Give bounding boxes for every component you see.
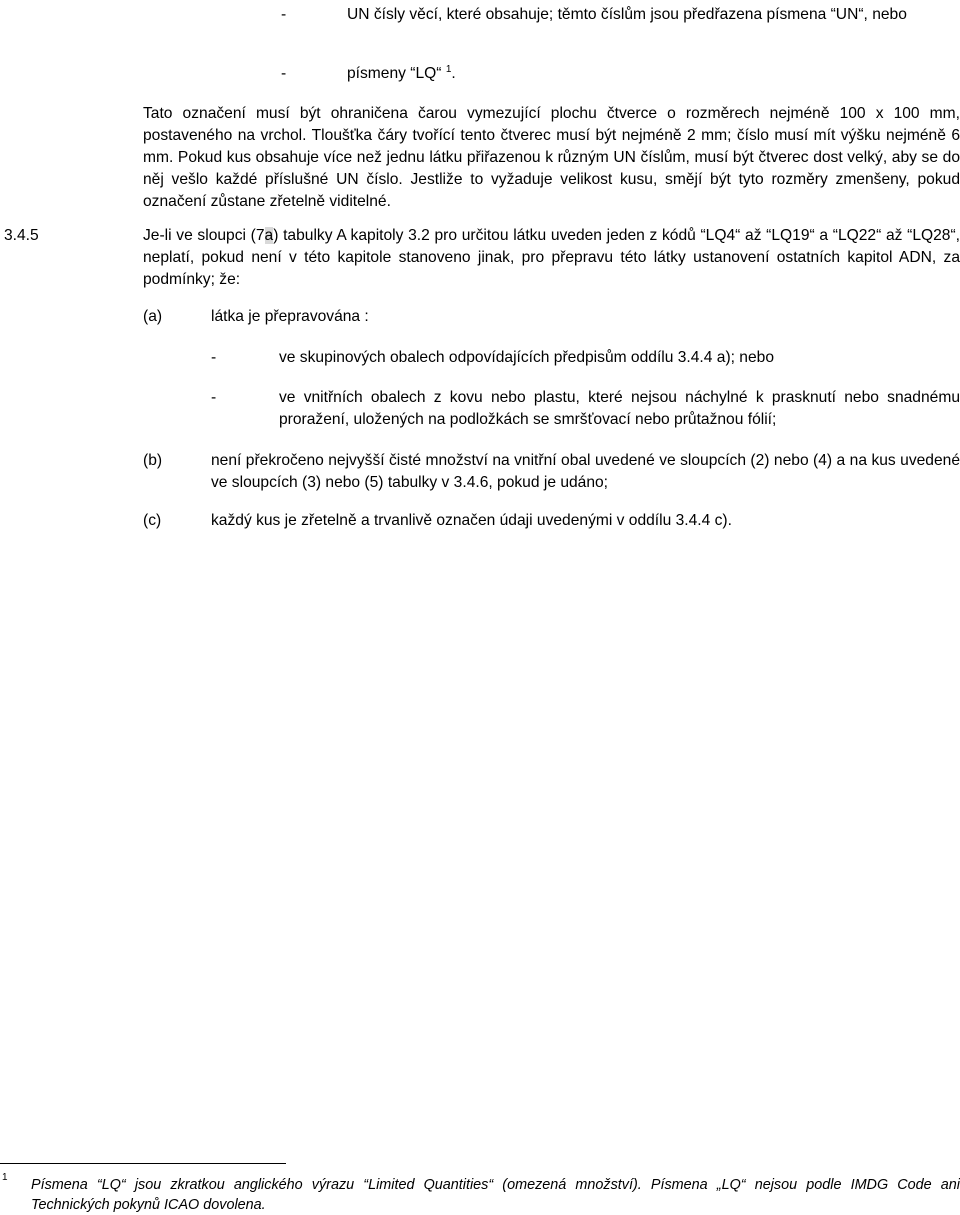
marking-paragraph: Tato označení musí být ohraničena čarou vymezující plochu čtverce o rozměrech nejméně 100 x 100 mm, postaveného na vrchol. Tloušťka čáry tvořící tento čtverec musí být nejméně 2 mm; číslo musí mít výšku nejméně 6 mm. Pokud kus obsahuje více než jednu látku přiřazenou k různým UN číslům, musí být čtverec dost velký, aby se do něj vešlo každé příslušné UN číslo. Jestliže to vyžaduje velikost kusu, smějí být tyto rozměry zmenšeny, pokud označení zůstane zřetelně viditelné.: [143, 105, 960, 210]
sub-item-group-packaging: ve skupinových obalech odpovídajících předpisům oddílu 3.4.4 a); nebo: [279, 349, 774, 366]
footnote-ref[interactable]: 1: [445, 63, 452, 75]
footnote-text: Písmena “LQ“ jsou zkratkou anglického výrazu “Limited Quantities“ (omezená množství). Písmena „LQ“ nejsou podle IMDG Code ani Technických pokynů ICAO dovolena.: [31, 1177, 960, 1213]
condition-label-b: (b): [143, 452, 163, 469]
section-paragraph: [143, 225, 960, 291]
list-item-un-numbers: UN čísly věcí, které obsahuje; těmto číslům jsou předřazena písmena “UN“, nebo: [347, 6, 907, 23]
condition-label-a: (a): [143, 308, 163, 325]
condition-text-a: látka je přepravována :: [211, 308, 369, 325]
sub-item-dash: -: [211, 349, 217, 366]
sub-item-inner-packaging: ve vnitřních obalech z kovu nebo plastu, které nejsou náchylné k prasknutí nebo snadnému proražení, uložených na podložkách se smršťovací nebo průtažnou fólií;: [279, 389, 960, 428]
list-dash: -: [281, 6, 287, 23]
section-text-after: ) tabulky A kapitoly 3.2 pro určitou látku uveden jeden z kódů “LQ4“ až “LQ19“ a “LQ22“ až “LQ28“, neplatí, pokud není v této kapitole stanoveno jinak, pro přepravu této látky ustanovení ostatních kapitol ADN, za podmínky; že:: [143, 227, 960, 288]
sub-item-dash: -: [211, 389, 217, 406]
condition-label-c: (c): [143, 512, 162, 529]
section-highlight: a: [264, 227, 274, 244]
section-text-before: Je-li ve sloupci (7: [143, 227, 265, 244]
list-item-lq-period: .: [451, 65, 456, 82]
list-item-lq-letters: [347, 63, 847, 85]
list-dash: -: [281, 65, 287, 82]
section-number: 3.4.5: [4, 227, 39, 244]
list-item-lq-text: písmeny “LQ“: [347, 65, 442, 82]
footnote-separator: [0, 1163, 286, 1164]
condition-text-c: každý kus je zřetelně a trvanlivě označen údaji uvedenými v oddílu 3.4.4 c).: [211, 512, 732, 529]
condition-text-b: není překročeno nejvyšší čisté množství na vnitřní obal uvedené ve sloupcích (2) nebo (4) a na kus uvedené ve sloupcích (3) nebo (5) tabulky v 3.4.6, pokud je udáno;: [211, 452, 960, 491]
footnote-number: 1: [2, 1172, 8, 1183]
